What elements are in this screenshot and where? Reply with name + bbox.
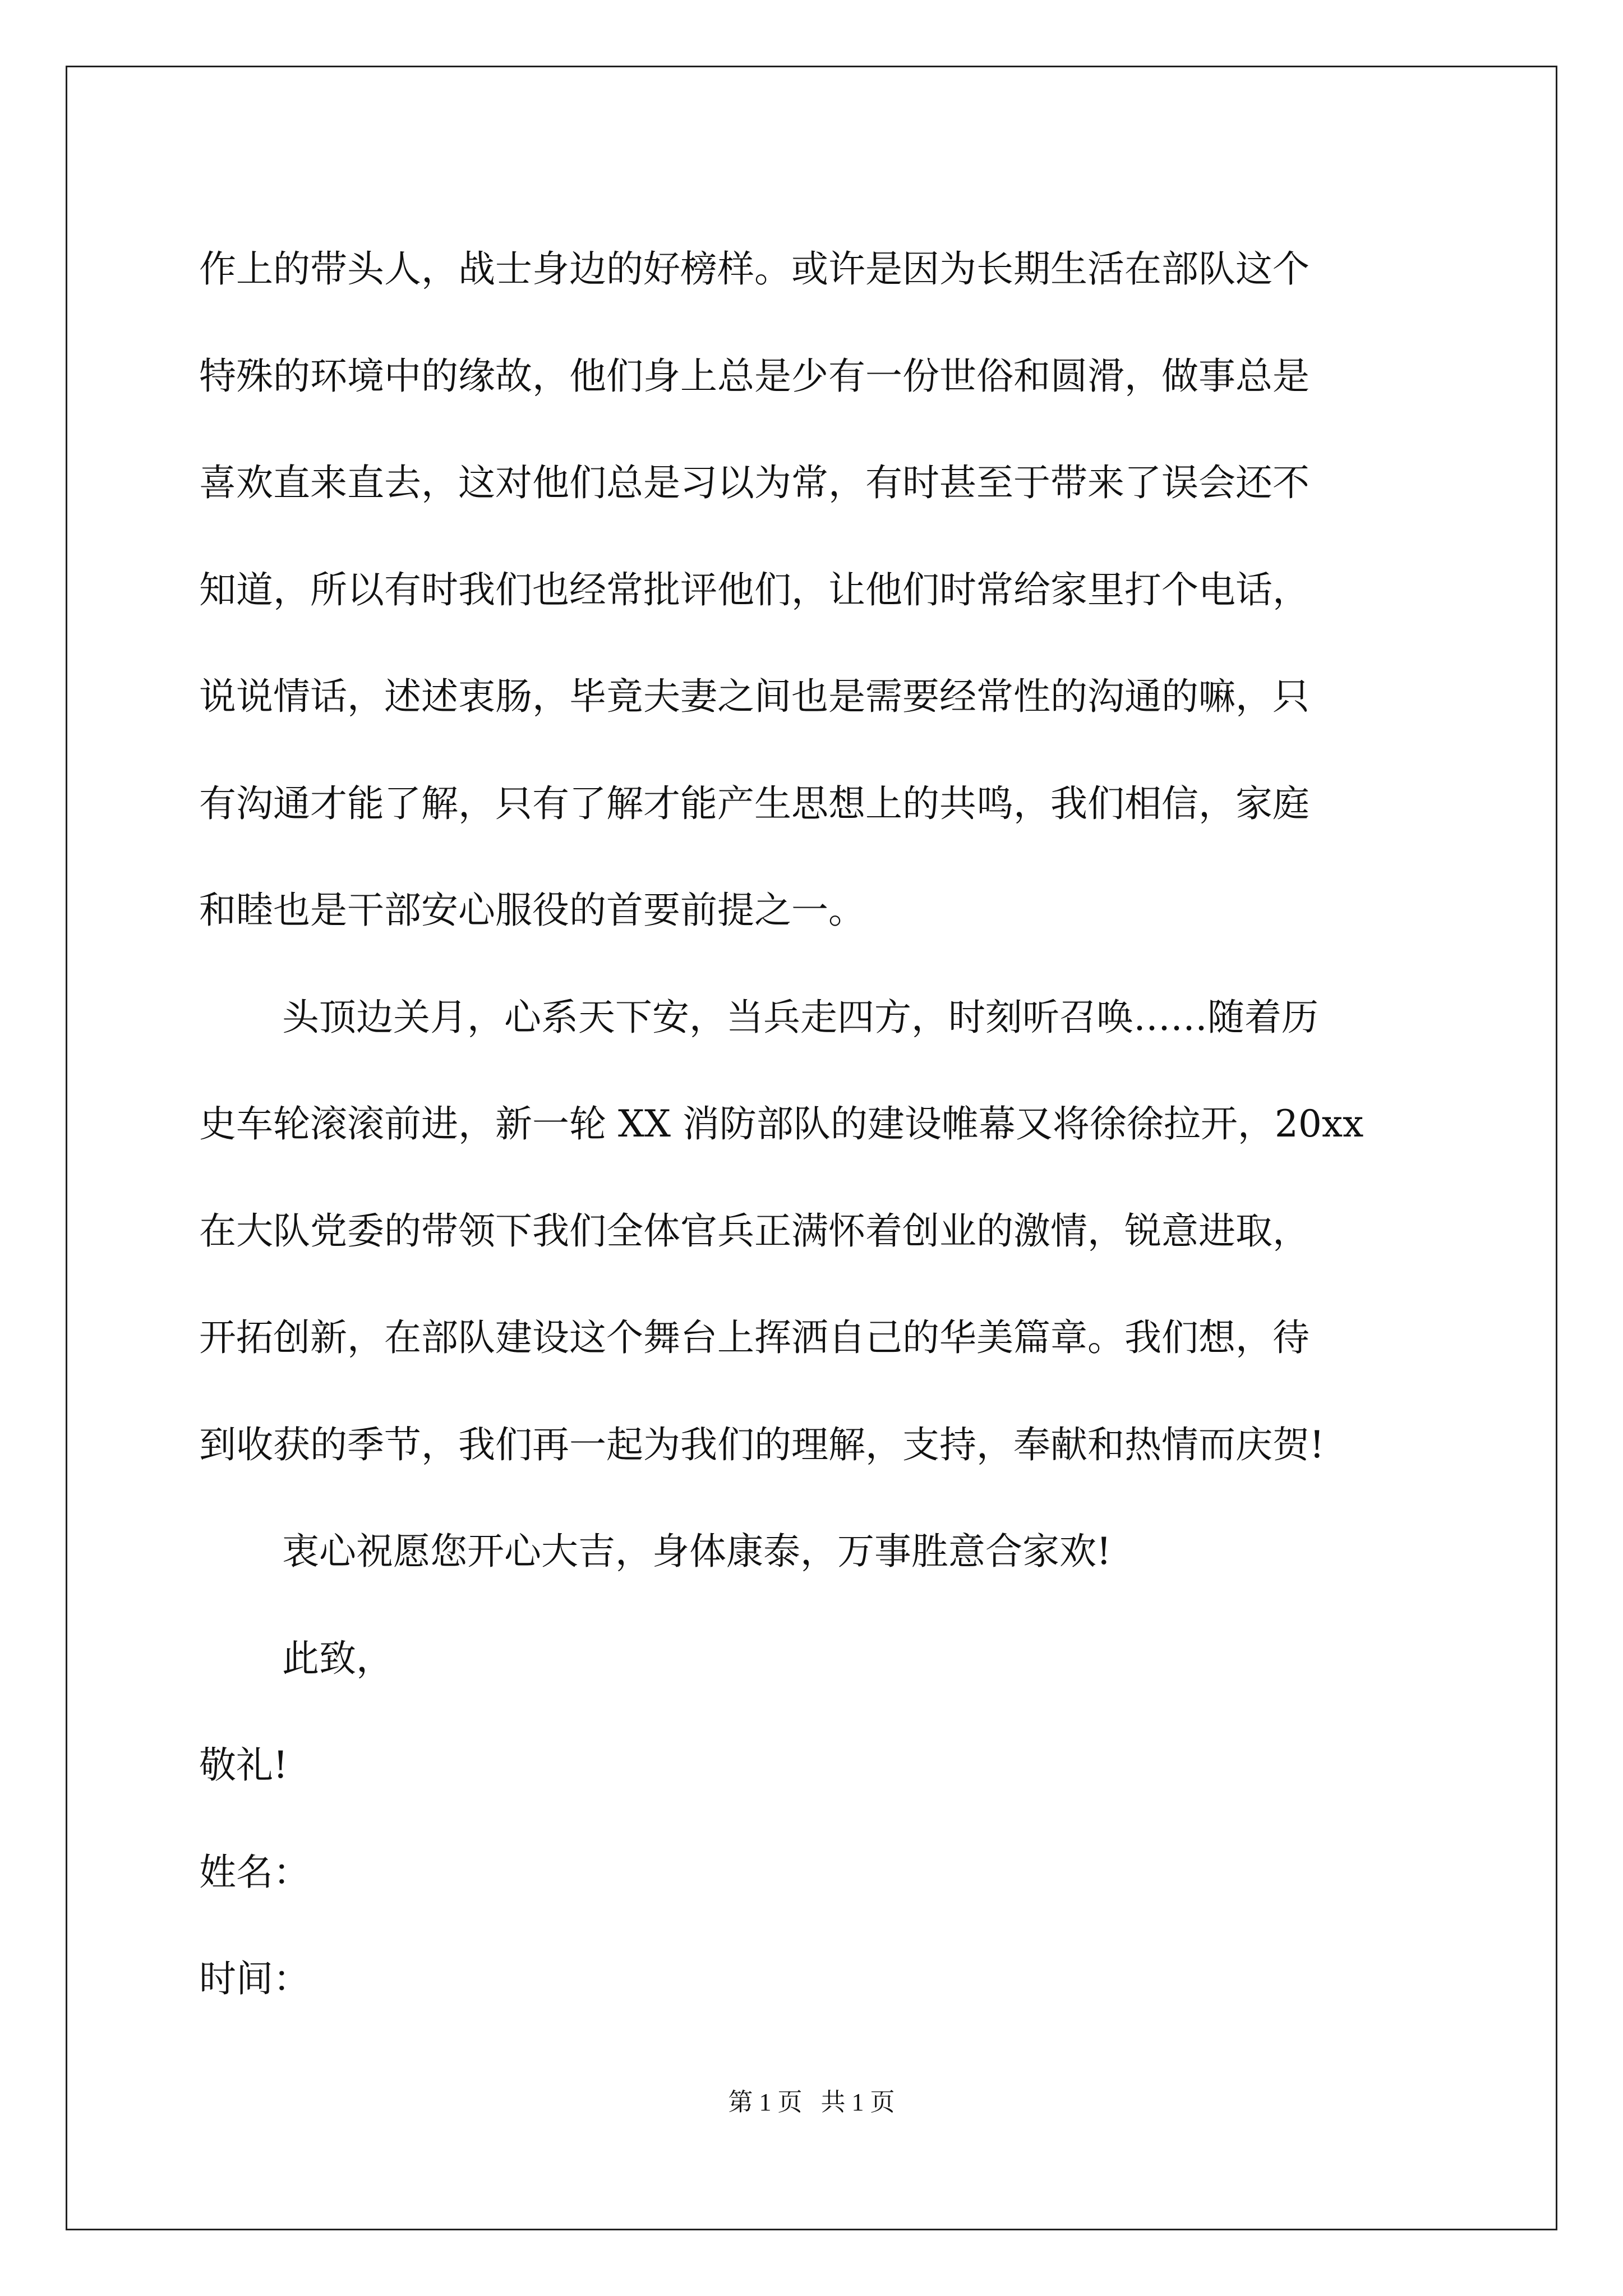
salutation-ci-zhi: 此致，	[282, 1636, 393, 1680]
text-line: 头顶边关月，心系天下安，当兵走四方，时刻听召唤……随着历	[282, 995, 1318, 1039]
salutation-jing-li: 敬礼!	[199, 1743, 288, 1787]
text-line: 特殊的环境中的缘故，他们身上总是少有一份世俗和圆滑，做事总是	[199, 354, 1310, 398]
text-line: 在大队党委的带领下我们全体官兵正满怀着创业的激情，锐意进取，	[199, 1209, 1310, 1253]
text-line: 作上的带头人，战士身边的好榜样。或许是因为长期生活在部队这个	[199, 247, 1310, 291]
text-line: 说说情话，述述衷肠，毕竟夫妻之间也是需要经常性的沟通的嘛，只	[199, 675, 1310, 718]
name-field-label: 姓名：	[199, 1850, 310, 1894]
closing-wish: 衷心祝愿您开心大吉，身体康泰，万事胜意合家欢!	[282, 1530, 1112, 1573]
text-line: 开拓创新，在部队建设这个舞台上挥洒自己的华美篇章。我们想，待	[199, 1316, 1310, 1359]
text-line: 史车轮滚滚前进，新一轮 XX 消防部队的建设帷幕又将徐徐拉开，20xx	[199, 1102, 1364, 1145]
text-line: 喜欢直来直去，这对他们总是习以为常，有时甚至于带来了误会还不	[199, 461, 1310, 504]
page-number-label: 第 1 页 共 1 页	[728, 2088, 895, 2116]
text-line: 到收获的季节，我们再一起为我们的理解，支持，奉献和热情而庆贺!	[199, 1423, 1325, 1466]
page-footer	[0, 2086, 1623, 2119]
text-line: 和睦也是干部安心服役的首要前提之一。	[199, 889, 865, 932]
text-line: 有沟通才能了解，只有了解才能产生思想上的共鸣，我们相信，家庭	[199, 781, 1310, 825]
letter-body	[199, 216, 1433, 2033]
date-field-label: 时间：	[199, 1957, 310, 2000]
text-line: 知道，所以有时我们也经常批评他们，让他们时常给家里打个电话，	[199, 568, 1310, 611]
